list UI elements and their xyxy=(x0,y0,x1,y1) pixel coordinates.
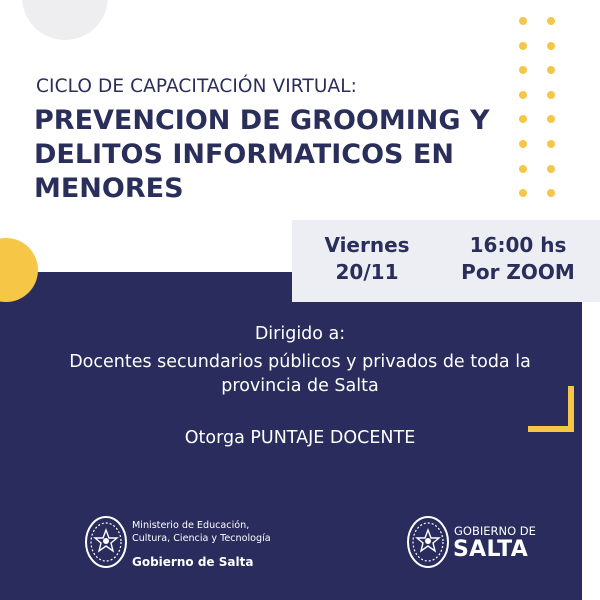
dot-decoration xyxy=(547,140,555,148)
ministry-government: Gobierno de Salta xyxy=(132,555,254,569)
audience-line: Docentes secundarios públicos y privados de toda la xyxy=(69,352,531,372)
title-line: MENORES xyxy=(34,173,184,204)
dot-decoration xyxy=(547,42,555,50)
dot-decoration xyxy=(547,189,555,197)
ministry-logo xyxy=(84,510,284,574)
ministry-line: Ministerio de Educación, xyxy=(132,520,250,531)
gobierno-salta-logo xyxy=(406,512,546,572)
dot-decoration xyxy=(547,91,555,99)
benefit-text: Otorga PUNTAJE DOCENTE xyxy=(184,428,416,448)
dot-decoration xyxy=(547,66,555,74)
event-subtitle: CICLO DE CAPACITACIÓN VIRTUAL: xyxy=(36,76,357,97)
audience-line: provincia de Salta xyxy=(221,376,379,396)
event-time: 16:00 hs xyxy=(469,233,567,257)
dot-decoration xyxy=(519,115,527,123)
title-line: DELITOS INFORMATICOS EN xyxy=(34,139,454,170)
dot-decoration xyxy=(547,115,555,123)
dot-decoration xyxy=(519,66,527,74)
dot-decoration xyxy=(547,17,555,25)
audience-label: Dirigido a: xyxy=(254,324,346,344)
decorative-circle-gray xyxy=(22,0,108,40)
event-date-value: 20/11 xyxy=(335,260,399,284)
ministry-line: Cultura, Ciencia y Tecnología xyxy=(132,533,271,544)
event-date xyxy=(316,232,418,286)
event-title xyxy=(34,104,490,206)
salta-seal-icon xyxy=(406,514,450,570)
decorative-corner-bracket xyxy=(528,386,574,432)
decorative-dot-grid xyxy=(516,14,558,200)
dot-decoration xyxy=(547,165,555,173)
title-line: PREVENCION DE GROOMING Y xyxy=(34,105,490,136)
gobierno-label: GOBIERNO DE xyxy=(454,524,536,538)
dot-decoration xyxy=(519,189,527,197)
event-time-platform xyxy=(452,232,584,286)
event-platform: Por ZOOM xyxy=(461,260,575,284)
salta-seal-icon xyxy=(84,514,128,570)
dot-decoration xyxy=(519,140,527,148)
ministry-name xyxy=(132,519,271,545)
event-day: Viernes xyxy=(324,233,410,257)
date-time-box xyxy=(292,220,600,302)
dot-decoration xyxy=(519,165,527,173)
dot-decoration xyxy=(519,42,527,50)
salta-label: SALTA xyxy=(453,537,529,562)
dot-decoration xyxy=(519,91,527,99)
dot-decoration xyxy=(519,17,527,25)
